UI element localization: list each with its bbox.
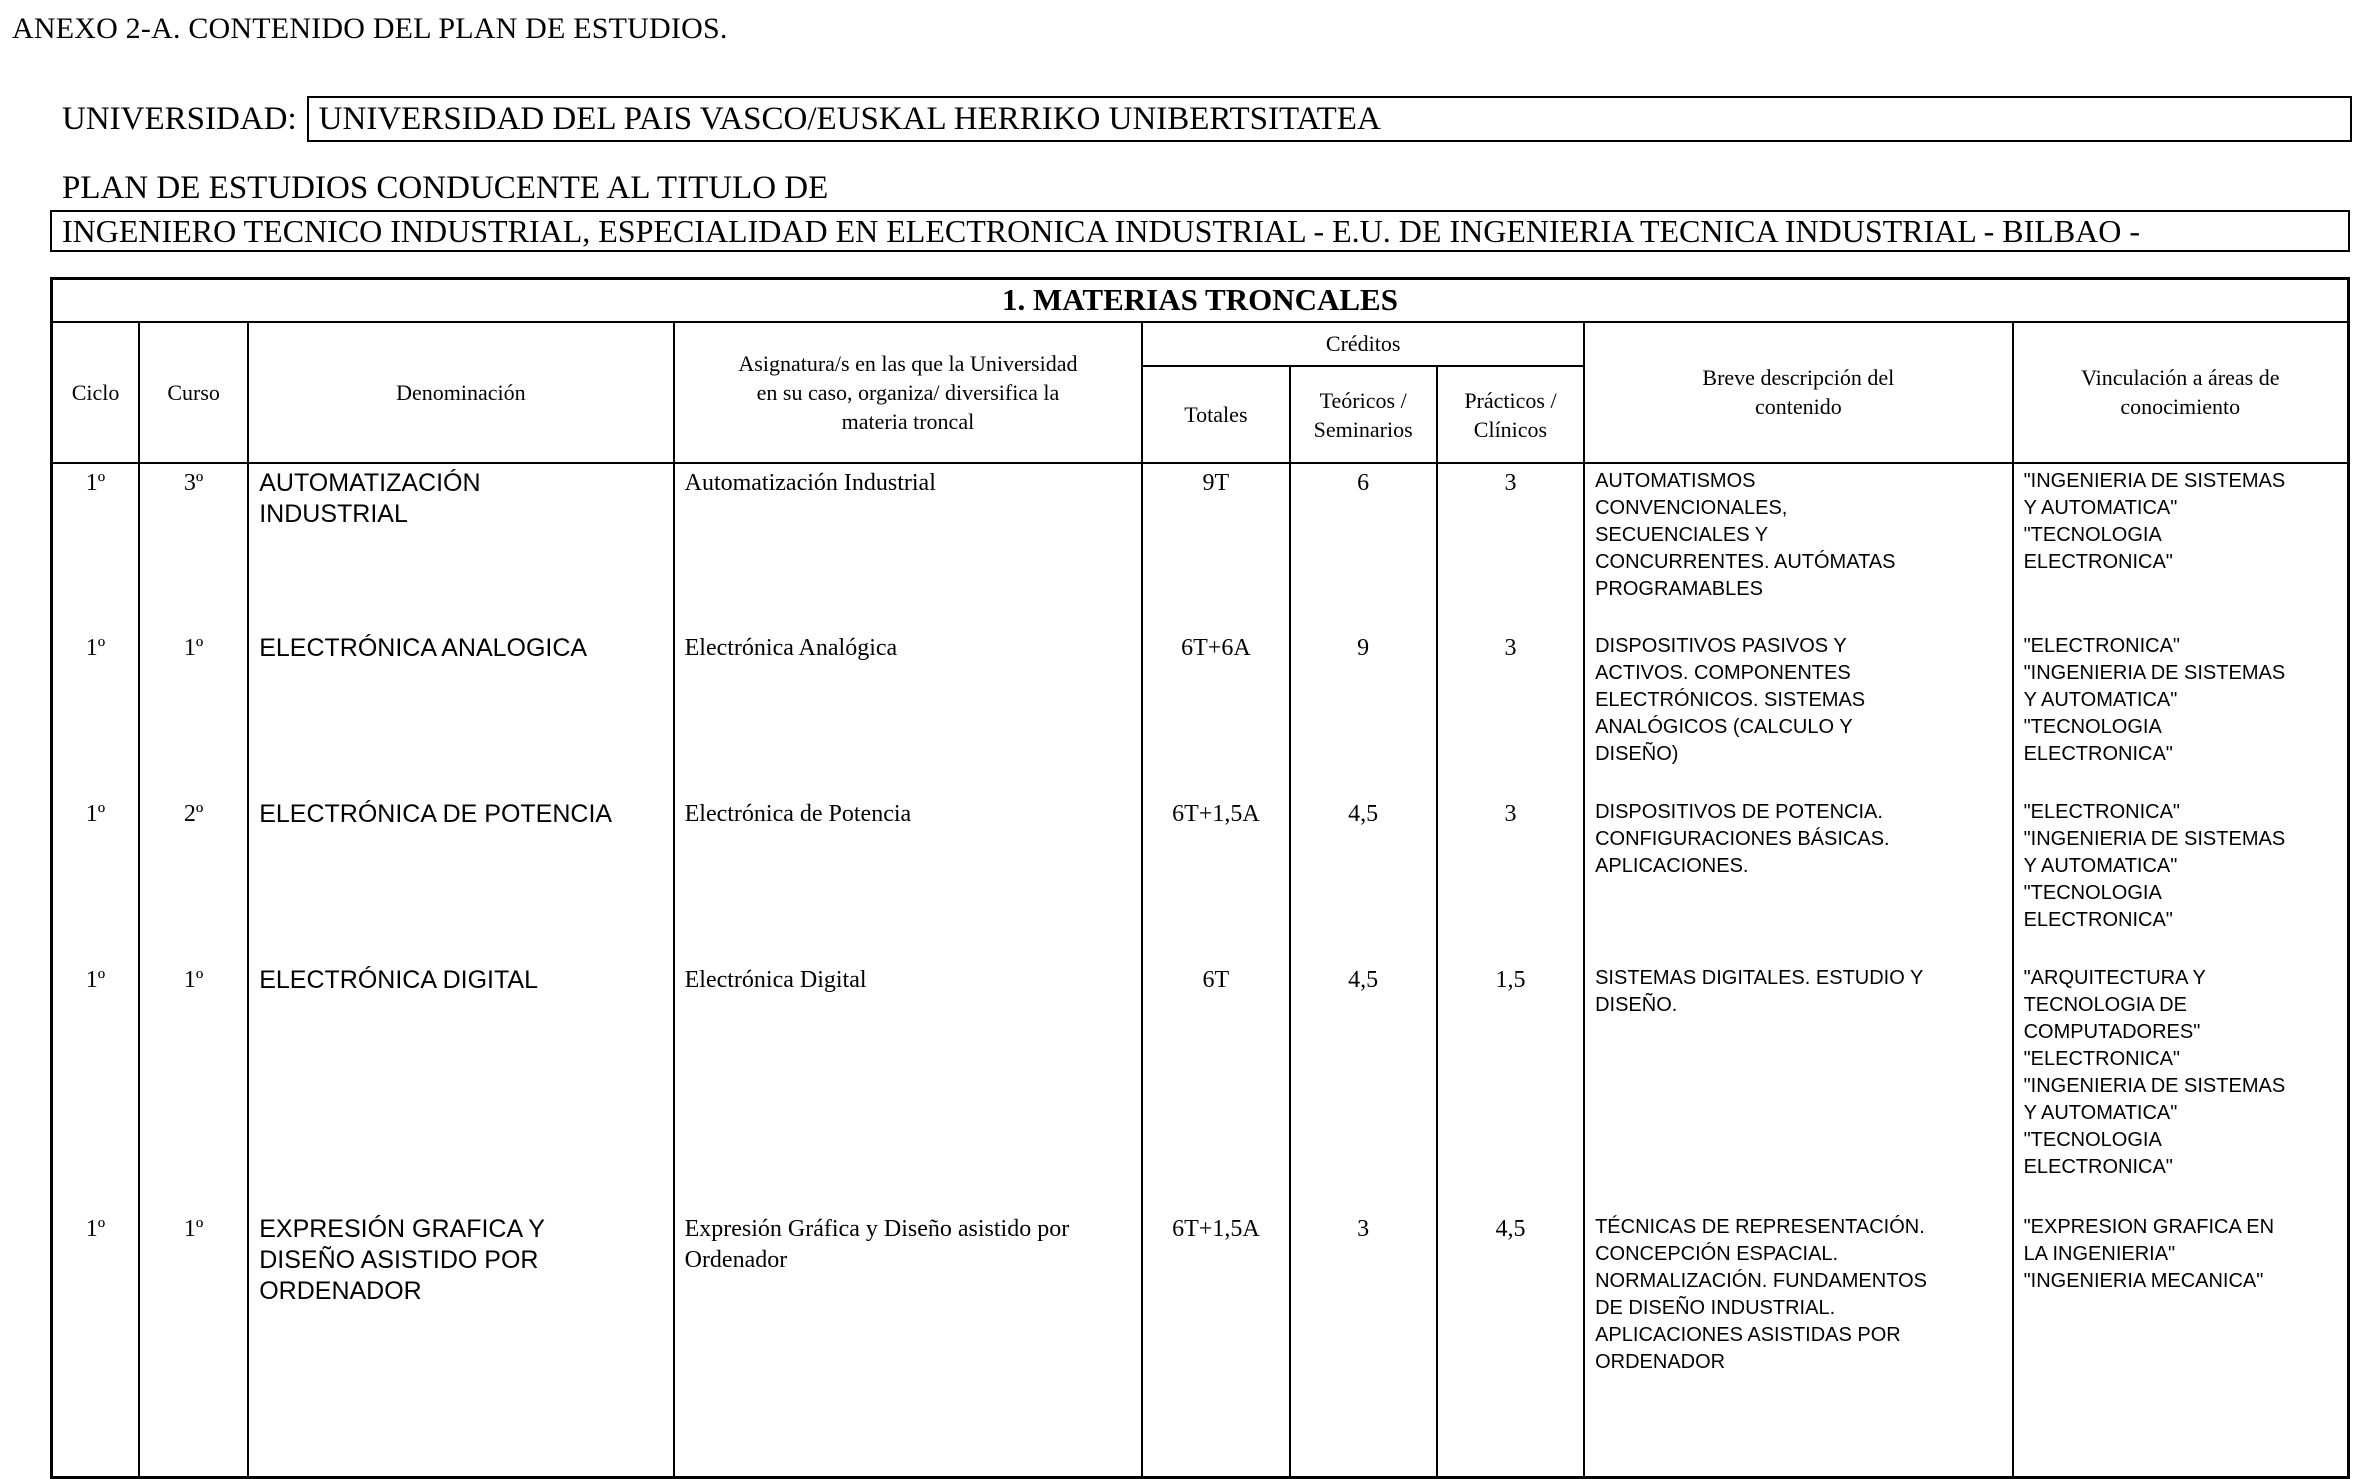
cell-line: CONCURRENTES. AUTÓMATAS (1595, 551, 1896, 574)
cell-line: DE DISEÑO INDUSTRIAL. (1595, 1297, 1836, 1320)
cell-teoricos: 4,5 (1348, 967, 1379, 994)
cell-vinculacion (2014, 464, 2347, 629)
cell-practicos: 1,5 (1495, 967, 1526, 994)
column-practicos (1437, 463, 1584, 1477)
cell-asignatura (675, 1210, 1142, 1464)
cell-curso: 1º (183, 635, 204, 662)
cell-line: "INGENIERIA DE SISTEMAS (2023, 470, 2286, 493)
cell-line: "INGENIERIA MECANICA" (2023, 1270, 2264, 1293)
header-descripcion (1584, 322, 2012, 464)
cell-line: ORDENADOR (259, 1277, 422, 1306)
cell-descripcion (1585, 961, 2011, 1210)
cell-line: DISEÑO. (1595, 994, 1678, 1017)
header-line: Vinculación a áreas de (2081, 365, 2280, 391)
header-line: Asignatura/s en las que la Universidad (738, 350, 1078, 376)
cell-totales: 6T+1,5A (1172, 1216, 1260, 1243)
cell-line: "INGENIERIA DE SISTEMAS (2023, 662, 2286, 685)
cell-line: CONFIGURACIONES BÁSICAS. (1595, 828, 1890, 851)
cell-ciclo: 1º (85, 470, 106, 497)
column-ciclo (52, 463, 140, 1477)
cell-ciclo: 1º (85, 1216, 106, 1243)
header-creditos: Créditos (1142, 322, 1584, 367)
universidad-row (62, 96, 2352, 142)
column-teoricos (1290, 463, 1437, 1477)
cell-line: AUTOMATIZACIÓN (259, 469, 481, 498)
cell-line: "ELECTRONICA" (2023, 1048, 2181, 1071)
column-totales (1142, 463, 1289, 1477)
cell-line: Electrónica Digital (684, 967, 867, 994)
cell-curso: 2º (183, 801, 204, 828)
table-body-row (52, 463, 2349, 1477)
column-vinculacion (2013, 463, 2349, 1477)
header-totales: Totales (1142, 366, 1289, 463)
cell-teoricos: 9 (1357, 635, 1370, 662)
cell-line: TECNOLOGIA DE (2023, 994, 2187, 1017)
cell-asignatura (675, 961, 1142, 1210)
cell-line: SECUENCIALES Y (1595, 524, 1769, 547)
cell-line: "ELECTRONICA" (2023, 635, 2181, 658)
header-line: conocimiento (2120, 394, 2241, 420)
cell-curso: 1º (183, 1216, 204, 1243)
cell-line: DISPOSITIVOS PASIVOS Y (1595, 635, 1847, 658)
cell-line: "INGENIERIA DE SISTEMAS (2023, 828, 2286, 851)
cell-line: TÉCNICAS DE REPRESENTACIÓN. (1595, 1216, 1925, 1239)
cell-line: "EXPRESION GRAFICA EN (2023, 1216, 2275, 1239)
cell-line: NORMALIZACIÓN. FUNDAMENTOS (1595, 1270, 1927, 1293)
cell-line: INDUSTRIAL (259, 500, 408, 529)
header-vinculacion (2013, 322, 2349, 464)
cell-practicos: 3 (1504, 801, 1517, 828)
cell-line: ELECTRONICA" (2023, 909, 2173, 932)
plan-label: PLAN DE ESTUDIOS CONDUCENTE AL TITULO DE (62, 170, 829, 206)
header-curso: Curso (139, 322, 248, 464)
cell-denominacion (249, 961, 672, 1210)
cell-line: "TECNOLOGIA (2023, 1129, 2162, 1152)
cell-line: Y AUTOMATICA" (2023, 497, 2178, 520)
cell-line: EXPRESIÓN GRAFICA Y (259, 1215, 545, 1244)
cell-line: Y AUTOMATICA" (2023, 855, 2178, 878)
plan-title-value: INGENIERO TECNICO INDUSTRIAL, ESPECIALIDAD EN ELECTRONICA INDUSTRIAL - E.U. DE INGENIERIA TECNICA INDUSTRIAL - BILBAO - (50, 210, 2350, 252)
header-line: en su caso, organiza/ diversifica la (756, 379, 1060, 405)
cell-ciclo: 1º (85, 635, 106, 662)
universidad-value: UNIVERSIDAD DEL PAIS VASCO/EUSKAL HERRIKO UNIBERTSITATEA (307, 96, 2352, 142)
cell-descripcion (1585, 464, 2011, 629)
cell-practicos: 4,5 (1495, 1216, 1526, 1243)
table-title: 1. MATERIAS TRONCALES (52, 279, 2349, 322)
header-line: Prácticos / (1464, 387, 1557, 413)
cell-practicos: 3 (1504, 470, 1517, 497)
cell-line: LA INGENIERIA" (2023, 1243, 2176, 1266)
cell-totales: 9T (1202, 470, 1230, 497)
cell-teoricos: 6 (1357, 470, 1370, 497)
cell-totales: 6T+6A (1181, 635, 1251, 662)
cell-line: APLICACIONES. (1595, 855, 1749, 878)
cell-ciclo: 1º (85, 967, 106, 994)
cell-line: DISEÑO ASISTIDO POR (259, 1246, 539, 1275)
header-denominacion: Denominación (248, 322, 673, 464)
cell-line: Ordenador (684, 1247, 788, 1274)
cell-ciclo: 1º (85, 801, 106, 828)
header-ciclo: Ciclo (52, 322, 140, 464)
cell-line: SISTEMAS DIGITALES. ESTUDIO Y (1595, 967, 1924, 990)
column-asignatura (674, 463, 1143, 1477)
cell-line: COMPUTADORES" (2023, 1021, 2201, 1044)
cell-practicos: 3 (1504, 635, 1517, 662)
cell-line: "INGENIERIA DE SISTEMAS (2023, 1075, 2286, 1098)
header-practicos (1437, 366, 1584, 463)
universidad-label: UNIVERSIDAD: (62, 100, 297, 137)
cell-line: "TECNOLOGIA (2023, 882, 2162, 905)
cell-line: DISEÑO) (1595, 743, 1679, 766)
cell-curso: 3º (183, 470, 204, 497)
cell-line: "ELECTRONICA" (2023, 801, 2181, 824)
cell-line: ELECTRÓNICA ANALOGICA (259, 634, 588, 663)
cell-line: PROGRAMABLES (1595, 578, 1763, 601)
column-descripcion (1584, 463, 2012, 1477)
header-line: Teóricos / (1319, 387, 1407, 413)
document-heading: ANEXO 2-A. CONTENIDO DEL PLAN DE ESTUDIOS. (12, 12, 728, 45)
cell-line: ELECTRÓNICOS. SISTEMAS (1595, 689, 1866, 712)
header-asignatura (674, 322, 1143, 464)
column-curso (139, 463, 248, 1477)
header-line: materia troncal (841, 408, 975, 434)
materias-troncales-table (50, 277, 2350, 1479)
cell-line: "TECNOLOGIA (2023, 524, 2162, 547)
cell-line: "TECNOLOGIA (2023, 716, 2162, 739)
cell-line: Electrónica de Potencia (684, 801, 912, 828)
cell-line: ORDENADOR (1595, 1351, 1726, 1374)
header-teoricos (1290, 366, 1437, 463)
cell-descripcion (1585, 795, 2011, 961)
cell-line: ELECTRÓNICA DE POTENCIA (259, 800, 613, 829)
cell-vinculacion (2014, 795, 2347, 961)
header-line: Seminarios (1313, 416, 1413, 442)
cell-line: ACTIVOS. COMPONENTES (1595, 662, 1851, 685)
cell-line: APLICACIONES ASISTIDAS POR (1595, 1324, 1901, 1347)
header-line: Breve descripción del (1702, 365, 1895, 391)
cell-line: AUTOMATISMOS (1595, 470, 1756, 493)
cell-line: DISPOSITIVOS DE POTENCIA. (1595, 801, 1883, 824)
cell-teoricos: 3 (1357, 1216, 1370, 1243)
cell-line: Electrónica Analógica (684, 635, 898, 662)
cell-line: ELECTRONICA" (2023, 551, 2173, 574)
cell-line: Y AUTOMATICA" (2023, 1102, 2178, 1125)
cell-denominacion (249, 1210, 672, 1464)
cell-asignatura (675, 629, 1142, 795)
cell-curso: 1º (183, 967, 204, 994)
cell-asignatura (675, 795, 1142, 961)
cell-line: Y AUTOMATICA" (2023, 689, 2178, 712)
cell-asignatura (675, 464, 1142, 629)
cell-vinculacion (2014, 961, 2347, 1210)
cell-line: Automatización Industrial (684, 470, 936, 497)
cell-line: CONCEPCIÓN ESPACIAL. (1595, 1243, 1839, 1266)
cell-totales: 6T+1,5A (1172, 801, 1260, 828)
cell-totales: 6T (1202, 967, 1230, 994)
cell-teoricos: 4,5 (1348, 801, 1379, 828)
cell-vinculacion (2014, 629, 2347, 795)
cell-descripcion (1585, 629, 2011, 795)
cell-descripcion (1585, 1210, 2011, 1464)
cell-line: ELECTRONICA" (2023, 1156, 2173, 1179)
header-line: contenido (1754, 394, 1842, 420)
cell-line: ELECTRÓNICA DIGITAL (259, 966, 538, 995)
column-denominacion (248, 463, 673, 1477)
cell-denominacion (249, 629, 672, 795)
cell-line: Expresión Gráfica y Diseño asistido por (684, 1216, 1070, 1243)
cell-denominacion (249, 795, 672, 961)
cell-line: CONVENCIONALES, (1595, 497, 1788, 520)
cell-line: ANALÓGICOS (CALCULO Y (1595, 716, 1853, 739)
cell-vinculacion (2014, 1210, 2347, 1464)
cell-denominacion (249, 464, 672, 629)
cell-line: ELECTRONICA" (2023, 743, 2173, 766)
cell-line: "ARQUITECTURA Y (2023, 967, 2206, 990)
header-line: Clínicos (1473, 416, 1548, 442)
